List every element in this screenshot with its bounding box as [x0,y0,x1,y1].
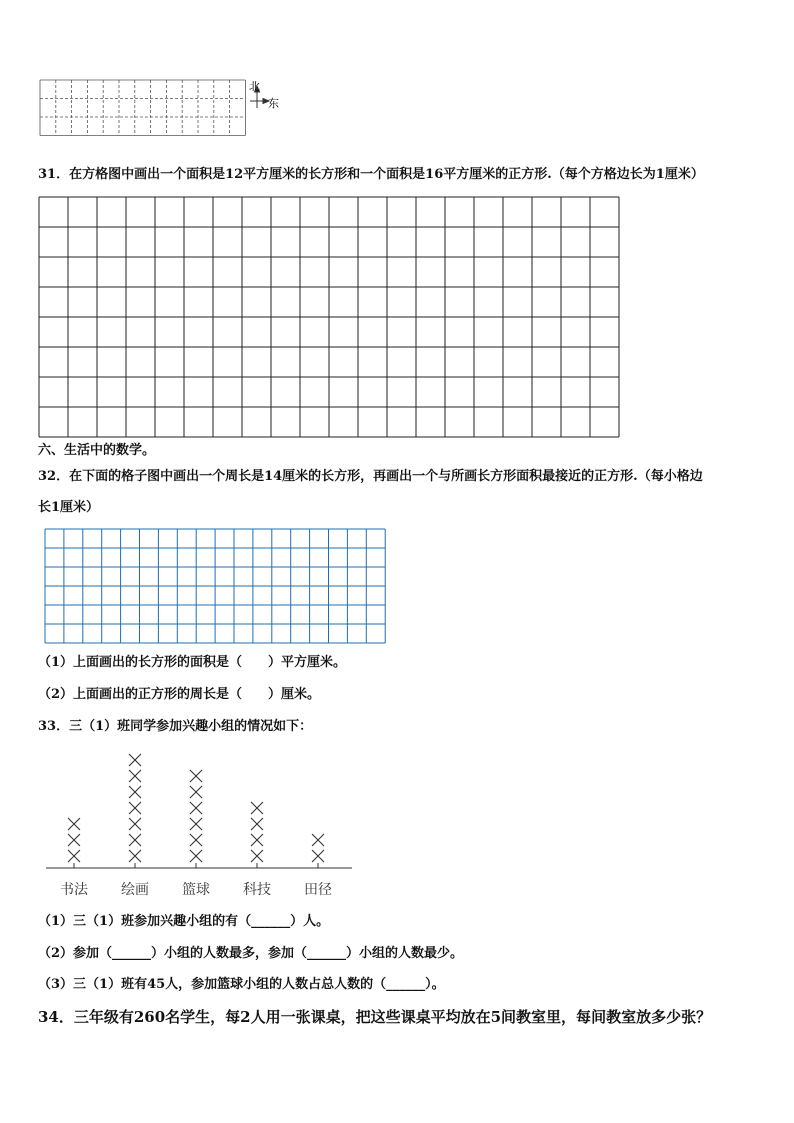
question-32-text-line1: 32．在下面的格子图中画出一个周长是14厘米的长方形，再画出一个与所画长方形面积最接近的正方形.（每小格边 [38,469,703,484]
chart-mark-cross [251,850,263,862]
chart-mark-cross [190,818,202,830]
chart-mark-cross [190,802,202,814]
chart-mark-cross [129,770,141,782]
chart-mark-cross [129,786,141,798]
chart-mark-cross [129,818,141,830]
chart-mark-cross [129,802,141,814]
chart-category-label: 书法 [60,882,88,898]
chart-mark-cross [68,850,80,862]
chart-category-label: 田径 [304,882,332,898]
small-grid [38,78,288,142]
chart-mark-cross [129,834,141,846]
question-33-sub1: （1）三（1）班参加兴趣小组的有（______）人。 [38,914,330,929]
chart-category-label: 绘画 [121,882,149,898]
chart-category-label: 篮球 [182,882,210,898]
chart-mark-cross [251,818,263,830]
chart-mark-cross [129,754,141,766]
chart-mark-cross [190,770,202,782]
chart-mark-cross [129,850,141,862]
compass-east-label: 东 [268,97,279,110]
chart-mark-cross [190,850,202,862]
question-33-sub3: （3）三（1）班有45人，参加篮球小组的人数占总人数的（______）。 [38,977,445,992]
chart-mark-cross [251,802,263,814]
chart-mark-cross [68,818,80,830]
question-33-intro: 33．三（1）班同学参加兴趣小组的情况如下： [38,719,313,734]
compass-north-label: 北 [249,80,260,93]
question-32-sub2: （2）上面画出的正方形的周长是（ ）厘米。 [38,687,321,702]
question-31-text: 31．在方格图中画出一个面积是12平方厘米的长方形和一个面积是16平方厘米的正方形.（每个方格边长为1厘米） [38,167,704,182]
chart-mark-cross [190,786,202,798]
section-6-title: 六、生活中的数学。 [38,443,156,458]
question-31-grid[interactable] [38,196,620,438]
chart-mark-cross [312,850,324,862]
chart-mark-cross [190,834,202,846]
interest-group-chart [44,748,356,900]
chart-mark-cross [251,834,263,846]
small-grid-figure [38,78,288,142]
chart-category-label: 科技 [243,882,271,898]
chart-mark-cross [312,834,324,846]
chart-mark-cross [68,834,80,846]
question-32-sub1: （1）上面画出的长方形的面积是（ ）平方厘米。 [38,655,347,670]
question-33-sub2: （2）参加（______）小组的人数最多，参加（______）小组的人数最少。 [38,946,464,961]
question-32-text-line2: 长1厘米） [38,500,100,515]
question-34-text: 34．三年级有260名学生，每2人用一张课桌，把这些课桌平均放在5间教室里，每间教室放多少张？ [38,1008,712,1026]
question-32-grid[interactable] [44,528,390,646]
